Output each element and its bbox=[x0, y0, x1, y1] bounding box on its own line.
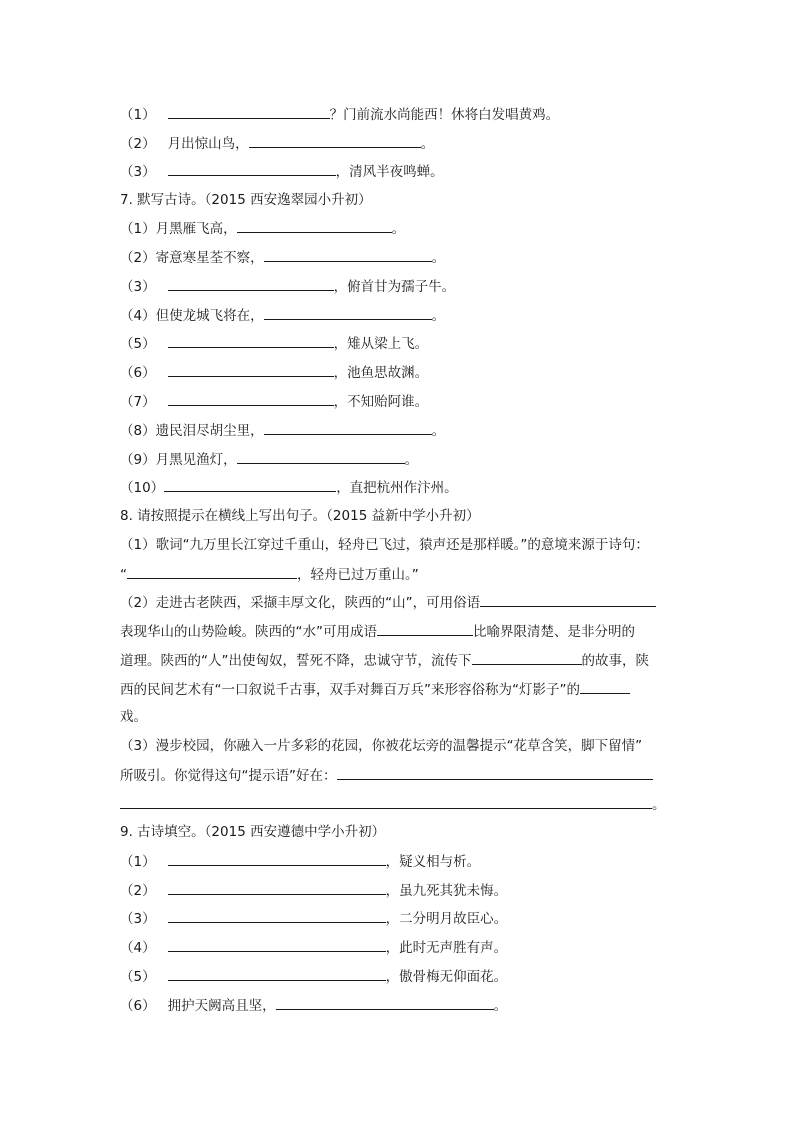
item-text: 遗民泪尽胡尘里， bbox=[155, 423, 264, 439]
q9-item-5 bbox=[120, 966, 507, 987]
item-number: （1） bbox=[120, 854, 156, 870]
item-number: （3） bbox=[120, 164, 156, 180]
answer-blank[interactable] bbox=[164, 477, 336, 492]
answer-blank[interactable] bbox=[168, 104, 330, 119]
item-number: （3） bbox=[120, 911, 156, 927]
item-number: （1） bbox=[120, 107, 156, 123]
answer-blank[interactable] bbox=[168, 966, 386, 981]
q9-item-6 bbox=[120, 995, 507, 1016]
answer-blank[interactable] bbox=[249, 133, 421, 148]
answer-blank[interactable] bbox=[472, 650, 582, 665]
answer-blank[interactable] bbox=[276, 995, 494, 1010]
answer-blank[interactable] bbox=[168, 161, 336, 176]
item-number: （3） bbox=[120, 279, 156, 295]
item-text: ，池鱼思故渊。 bbox=[333, 365, 429, 381]
q9-title: 9. 古诗填空。（2015 西安遵德中学小升初） bbox=[120, 824, 386, 840]
item-text: 但使龙城飞将在， bbox=[155, 308, 264, 324]
q8-part1-line2 bbox=[120, 564, 419, 585]
answer-blank[interactable] bbox=[168, 333, 334, 348]
q8-part2-line1 bbox=[120, 592, 656, 613]
item-text: ，不知贻阿谁。 bbox=[333, 394, 429, 410]
item-text: 拥护天阙高且坚， bbox=[167, 998, 276, 1014]
item-number: （9） bbox=[120, 452, 156, 468]
item-number: （5） bbox=[120, 969, 156, 985]
item-number: （4） bbox=[120, 940, 156, 956]
q8-part2-line3 bbox=[120, 650, 649, 671]
q7-item-3 bbox=[120, 276, 455, 297]
item-text: 。 bbox=[431, 308, 446, 324]
item-text: 月黑雁飞高， bbox=[155, 221, 237, 237]
item-text: 道理。陕西的“人”出使匈奴，誓死不降，忠诚守节，流传下 bbox=[120, 653, 472, 669]
answer-blank[interactable] bbox=[168, 880, 386, 895]
item-text: 西的民间艺术有“一口叙说千古事，双手对舞百万兵”来形容俗称为“灯影子”的 bbox=[120, 682, 580, 698]
answer-blank[interactable] bbox=[168, 937, 386, 952]
item-number: （10） bbox=[120, 480, 165, 496]
q6-item-2 bbox=[120, 133, 434, 154]
item-text: “ bbox=[120, 567, 127, 583]
q7-item-9 bbox=[120, 449, 418, 470]
answer-blank[interactable] bbox=[120, 794, 652, 809]
q8-part2-line4 bbox=[120, 679, 630, 700]
q7-item-4 bbox=[120, 305, 445, 326]
q6-item-3 bbox=[120, 161, 444, 182]
answer-blank[interactable] bbox=[237, 218, 392, 233]
answer-blank[interactable] bbox=[377, 621, 473, 636]
item-text: ，虽九死其犹未悔。 bbox=[385, 883, 508, 899]
item-number: （2） bbox=[120, 883, 156, 899]
item-text: 寄意寒星荃不察， bbox=[155, 250, 264, 266]
item-text: （2）走进古老陕西，采撷丰厚文化，陕西的“山”，可用俗语 bbox=[120, 595, 481, 611]
q7-title: 7. 默写古诗。（2015 西安逸翠园小升初） bbox=[120, 192, 372, 208]
item-text: ，直把杭州作汴州。 bbox=[336, 480, 458, 496]
item-text: 。 bbox=[652, 797, 666, 813]
item-text: ，清风半夜鸣蝉。 bbox=[335, 164, 444, 180]
item-number: （4） bbox=[120, 308, 156, 324]
item-text: ，俯首甘为孺子牛。 bbox=[333, 279, 456, 295]
q8-part3-line1: （3）漫步校园，你融入一片多彩的花园，你被花坛旁的温馨提示“花草含笑，脚下留情” bbox=[120, 738, 643, 754]
answer-blank[interactable] bbox=[264, 420, 432, 435]
q7-item-10 bbox=[120, 477, 458, 498]
q9-item-1 bbox=[120, 851, 480, 872]
item-text: ？门前流水尚能西！休将白发唱黄鸡。 bbox=[329, 107, 560, 123]
answer-blank[interactable] bbox=[337, 765, 653, 780]
q7-item-8 bbox=[120, 420, 445, 441]
answer-blank[interactable] bbox=[237, 449, 405, 464]
answer-blank[interactable] bbox=[480, 592, 656, 607]
item-text: 表现华山的山势险峻。陕西的“水”可用成语 bbox=[120, 624, 377, 640]
q7-item-5 bbox=[120, 333, 428, 354]
q9-item-2 bbox=[120, 880, 507, 901]
item-text: 的故事，陕 bbox=[581, 653, 649, 669]
q7-item-7 bbox=[120, 391, 428, 412]
answer-blank[interactable] bbox=[127, 564, 297, 579]
q7-item-6 bbox=[120, 362, 428, 383]
item-text: 。 bbox=[391, 221, 406, 237]
item-number: （6） bbox=[120, 365, 156, 381]
answer-blank[interactable] bbox=[168, 851, 386, 866]
q8-part3-line3 bbox=[120, 794, 666, 815]
item-number: （2） bbox=[120, 136, 156, 152]
answer-blank[interactable] bbox=[168, 908, 386, 923]
q8-part3-line2 bbox=[120, 765, 653, 786]
item-number: （6） bbox=[120, 998, 156, 1014]
q9-item-4 bbox=[120, 937, 507, 958]
item-text: 所吸引。你觉得这句“提示语”好在： bbox=[120, 768, 337, 784]
item-text: ，疑义相与析。 bbox=[385, 854, 481, 870]
q8-title: 8. 请按照提示在横线上写出句子。（2015 益新中学小升初） bbox=[120, 508, 480, 524]
item-text: ，轻舟已过万重山。” bbox=[297, 567, 419, 583]
item-text: 。 bbox=[493, 998, 508, 1014]
item-number: （7） bbox=[120, 394, 156, 410]
item-text: 。 bbox=[431, 423, 446, 439]
answer-blank[interactable] bbox=[168, 362, 334, 377]
item-text: 月黑见渔灯， bbox=[155, 452, 237, 468]
q7-item-1 bbox=[120, 218, 405, 239]
q8-part1-line1: （1）歌词“九万里长江穿过千重山，轻舟已飞过，猿声还是那样暖。”的意境来源于诗句： bbox=[120, 537, 649, 553]
item-text: 。 bbox=[404, 452, 419, 468]
q8-part2-line5: 戏。 bbox=[120, 709, 147, 725]
item-text: ，雉从梁上飞。 bbox=[333, 336, 429, 352]
answer-blank[interactable] bbox=[168, 276, 334, 291]
item-text: 月出惊山鸟， bbox=[167, 136, 249, 152]
item-number: （8） bbox=[120, 423, 156, 439]
answer-blank[interactable] bbox=[264, 247, 432, 262]
item-text: ，傲骨梅无仰面花。 bbox=[385, 969, 508, 985]
item-text: 。 bbox=[420, 136, 435, 152]
item-number: （5） bbox=[120, 336, 156, 352]
q9-item-3 bbox=[120, 908, 507, 929]
item-text: ，二分明月故臣心。 bbox=[385, 911, 508, 927]
item-text: 。 bbox=[431, 250, 446, 266]
q7-item-2 bbox=[120, 247, 445, 268]
answer-blank[interactable] bbox=[264, 305, 432, 320]
item-text: ，此时无声胜有声。 bbox=[385, 940, 508, 956]
answer-blank[interactable] bbox=[580, 679, 630, 694]
item-text: 比喻界限清楚、是非分明的 bbox=[473, 624, 635, 640]
answer-blank[interactable] bbox=[168, 391, 334, 406]
q8-part2-line2 bbox=[120, 621, 635, 642]
item-number: （1） bbox=[120, 221, 156, 237]
q6-item-1 bbox=[120, 104, 559, 125]
item-number: （2） bbox=[120, 250, 156, 266]
